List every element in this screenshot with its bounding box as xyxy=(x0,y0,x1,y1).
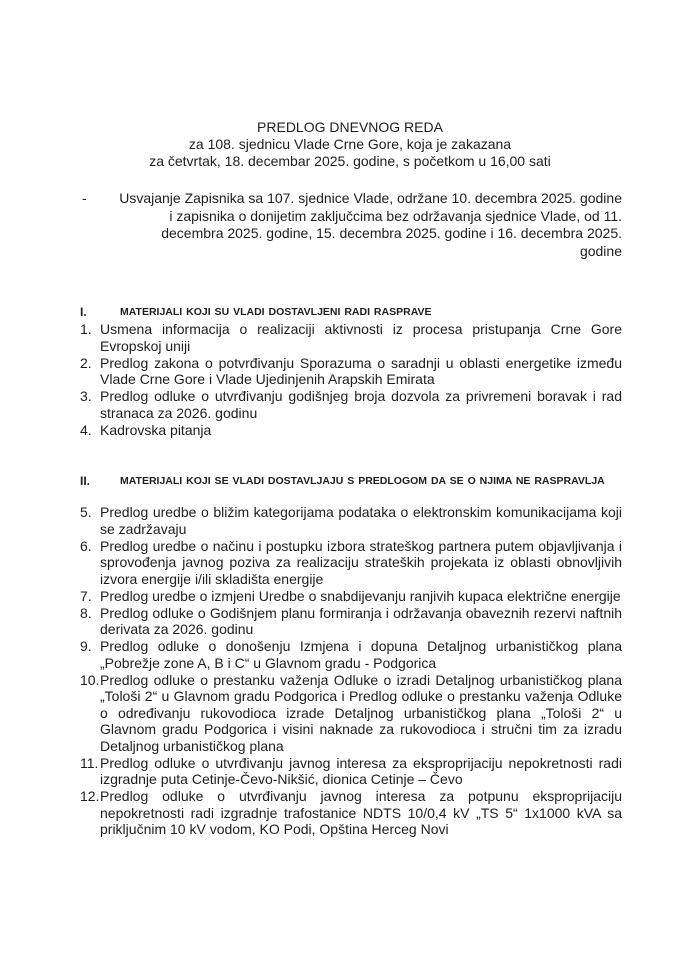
minutes-line: Usvajanje Zapisnika sa 107. sjednice Vlade, održane 10. decembra 2025. godine xyxy=(119,190,622,206)
section-heading-1 xyxy=(80,305,622,320)
item-number: 3. xyxy=(80,388,92,404)
item-text: Usmena informacija o realizaciji aktivnosti iz procesa pristupanja Crne Gore Evropskoj uniji xyxy=(100,321,622,354)
document-subtitle-line-1: za 108. sjednicu Vlade Crne Gore, koja je zakazana xyxy=(188,136,512,152)
agenda-item xyxy=(80,355,622,388)
agenda-item xyxy=(80,788,622,838)
section-title: MATERIJALI KOJI SE VLADI DOSTAVLJAJU S PREDLOGOM DA SE O NJIMA NE RASPRAVLJA xyxy=(120,475,605,487)
bullet-dash: - xyxy=(82,190,87,206)
item-text: Predlog uredbe o bližim kategorijama podataka o elektronskim komunikacijama koji se zadržavaju xyxy=(100,504,622,537)
agenda-item xyxy=(80,422,622,439)
item-number: 12. xyxy=(80,788,100,804)
item-number: 10. xyxy=(80,671,100,688)
agenda-item xyxy=(80,504,622,537)
title-block xyxy=(80,119,620,170)
minutes-line: i zapisnika o donijetim zaključcima bez održavanja sjednice Vlade, od 11. xyxy=(169,207,622,224)
item-text: Predlog uredbe o načinu i postupku izbora strateškog partnera putem objavljivanja i sprovođenja javnog poziva za realizaciju strateških projekata iz oblasti obnovljivih izvora energije i/ili skladišta energije xyxy=(100,537,622,587)
section-1-items xyxy=(80,321,622,439)
minutes-text xyxy=(103,190,622,260)
agenda-item xyxy=(80,388,622,421)
document-subtitle-line-2: za četvrtak, 18. decembar 2025. godine, s početkom u 16,00 sati xyxy=(149,153,551,169)
item-text: Predlog zakona o potvrđivanju Sporazuma o saradnji u oblasti energetike između Vlade Crne Gore i Vlade Ujedinjenih Arapskih Emirata xyxy=(100,354,622,387)
item-number: 7. xyxy=(80,587,92,604)
item-text: Predlog odluke o prestanku važenja Odluke o izradi Detaljnog urbanističkog plana „Tološi 2“ u Glavnom gradu Podgorica i Predlog odluke o prestanku važenja Odluke o određivanju rukovodioca izrade Detaljnog urbanističkog plana „Tološi 2“ u Glavnom gradu Podgorica i visini naknade za rukovodioca i stručni tim za izradu Detaljnog urbanističkog plana xyxy=(100,671,622,754)
item-text: Predlog odluke o utvrđivanju godišnjeg broja dozvola za privremeni boravak i rad stranaca za 2026. godinu xyxy=(100,388,622,421)
item-text: Predlog odluke o Godišnjem planu formiranja i održavanja obaveznih rezervi naftnih derivata za 2026. godinu xyxy=(100,604,622,637)
item-text: Predlog odluke o donošenju Izmjena i dopuna Detaljnog urbanističkog plana „Pobrežje zone A, B i C“ u Glavnom gradu - Podgorica xyxy=(100,638,622,671)
item-number: 11. xyxy=(80,754,99,771)
agenda-item xyxy=(80,321,622,354)
item-text: Predlog uredbe o izmjeni Uredbe o snabdijevanju ranjivih kupaca električne energije xyxy=(100,587,621,604)
agenda-item xyxy=(80,588,622,605)
item-number: 5. xyxy=(80,504,92,520)
section-title: MATERIJALI KOJI SU VLADI DOSTAVLJENI RADI RASPRAVE xyxy=(120,306,432,318)
agenda-item xyxy=(80,605,622,638)
minutes-line: godine xyxy=(579,242,622,259)
item-number: 6. xyxy=(80,537,92,554)
section-heading-2 xyxy=(80,474,622,489)
section-number: II. xyxy=(80,474,91,488)
section-2-items xyxy=(80,504,622,838)
agenda-item xyxy=(80,672,622,755)
item-number: 2. xyxy=(80,354,92,371)
item-number: 4. xyxy=(80,421,92,438)
item-text: Predlog odluke o utvrđivanju javnog interesa za potpunu eksproprijaciju nepokretnosti radi izgradnje trafostanice NDTS 10/0,4 kV „TS 5“ 1x1000 kVA sa priključnim 10 kV vodom, KO Podi, Opština Herceg Novi xyxy=(100,788,622,837)
item-number: 1. xyxy=(80,321,92,337)
minutes-line: decembra 2025. godine, 15. decembra 2025. godine i 16. decembra 2025. xyxy=(161,225,622,241)
minutes-approval-item xyxy=(82,190,622,260)
item-number: 8. xyxy=(80,604,92,621)
item-number: 9. xyxy=(80,638,92,654)
section-number: I. xyxy=(80,305,87,319)
agenda-item xyxy=(80,538,622,588)
document-title: PREDLOG DNEVNOG REDA xyxy=(257,119,443,135)
item-text: Kadrovska pitanja xyxy=(100,421,212,438)
agenda-item xyxy=(80,638,622,671)
item-text: Predlog odluke o utvrđivanju javnog interesa za eksproprijaciju nepokretnosti radi izgradnje puta Cetinje-Čevo-Nikšić, dionica Cetinje – Čevo xyxy=(100,754,622,787)
agenda-item xyxy=(80,755,622,788)
